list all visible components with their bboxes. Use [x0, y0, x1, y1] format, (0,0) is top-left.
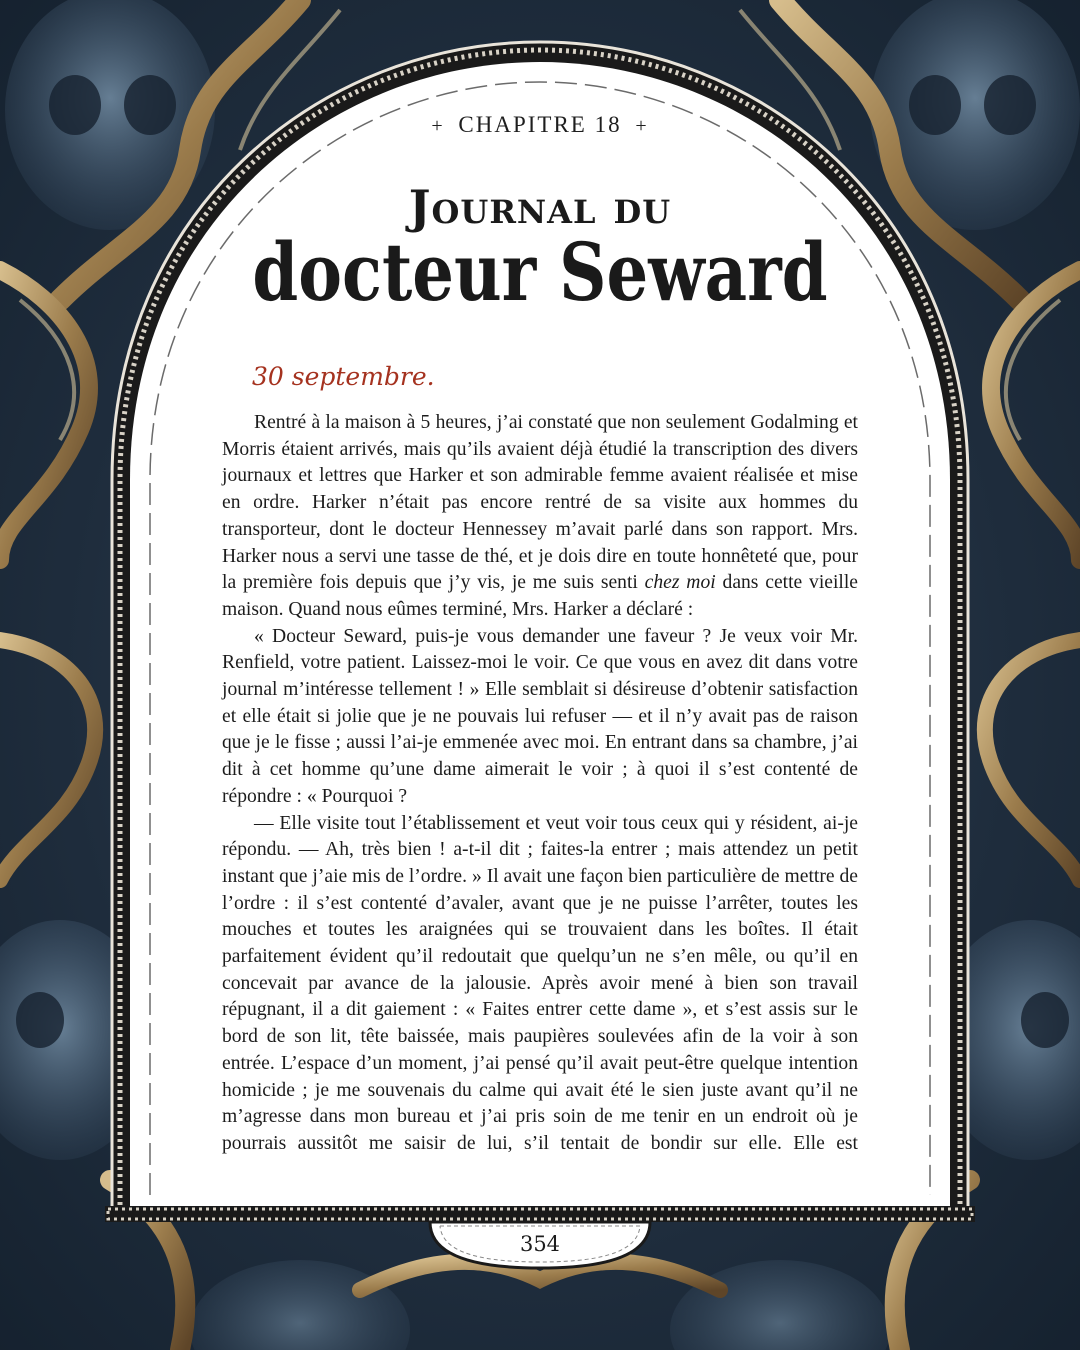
paragraph-2: « Docteur Seward, puis-je vous demander une faveur ? Je veux voir Mr. Renfield, votre patient. Laissez-moi le voir. Ce que vous en avez dit dans votre journal m’intéresse tellement ! » Elle semblait si désireuse d’obtenir satisfaction et elle était si jolie que je ne pouvais lui refuser — et il n’y avait pas de raison que je le fisse ; aussi l’ai-je emmenée avec moi. En entrant dans sa chambre, j’ai dit à cet homme qu’une dame aimerait le voir ; à quoi il s’est contenté de répondre : « Pourquoi ?: [222, 625, 858, 807]
chapter-heading: [0, 112, 1080, 138]
paragraph-1-part-a: Rentré à la maison à 5 heures, j’ai constaté que non seulement Godalming et Morris étaient arrivés, mais qu’ils avaient déjà étudié la transcription des divers journaux et lettres que Harker et son admirable femme avaient réalisée et mise en ordre. Harker n’était pas encore rentré de sa visite aux hommes du transporteur, dont le docteur Hennessey m’avait parlé dans son rapport. Mrs. Harker nous a servi une tasse de thé, et je dois dire en toute honnêteté que, pour la première fois depuis que j’y vis, je me suis senti: [222, 412, 858, 594]
title-line-2: docteur Seward: [252, 225, 828, 319]
chapter-ornament-left: +: [431, 115, 445, 137]
paragraph-3: — Elle visite tout l’établissement et veut voir tous ceux qui y résident, ai-je répondu. — Ah, très bien ! a-t-il dit ; faites-la entrer ; mais attendez un petit instant que j’aie mis de l’ordre. » Il avait une façon bien particulière de mettre de l’ordre : il s’est contenté d’avaler, avant que je ne puisse l’arrêter, toutes les mouches et toutes les araignées qui se trouvaient dans les boîtes. Il était parfaitement évident qu’il redoutait que quelqu’un ne s’en mêle, ou qu’il en concevait par avance de la jalousie. Après avoir mené à bien son travail répugnant, il a dit gaiement : « Faites entrer cette dame », et s’est assis sur le bord de son lit, tête baissée, mais paupières soulevées afin de la voir à son entrée. L’espace d’un moment, j’ai pensé qu’il avait peut-être quelque intention homicide ; je me souvenais du calme qui avait été le sien juste avant qu’il ne m’agresse dans mon bureau et j’ai pris soin de me tenir en un endroit où je pourrais aussitôt me saisir de lui, s’il tentait de bondir sur elle. Elle est: [222, 812, 858, 1154]
chapter-ornament-right: +: [635, 115, 649, 137]
page-number: 354: [519, 1232, 561, 1256]
paragraph-1-italic: chez moi: [644, 572, 716, 594]
journal-text: [222, 410, 858, 1158]
entry-date: 30 septembre.: [252, 362, 435, 391]
paragraph-1: [222, 410, 858, 624]
chapter-label: CHAPITRE 18: [458, 112, 622, 137]
title-line-1: Journal du: [408, 180, 672, 234]
paragraph-1-part-b: dans cette vieille maison. Quand nous eûmes terminé, Mrs. Harker a déclaré :: [222, 572, 859, 620]
